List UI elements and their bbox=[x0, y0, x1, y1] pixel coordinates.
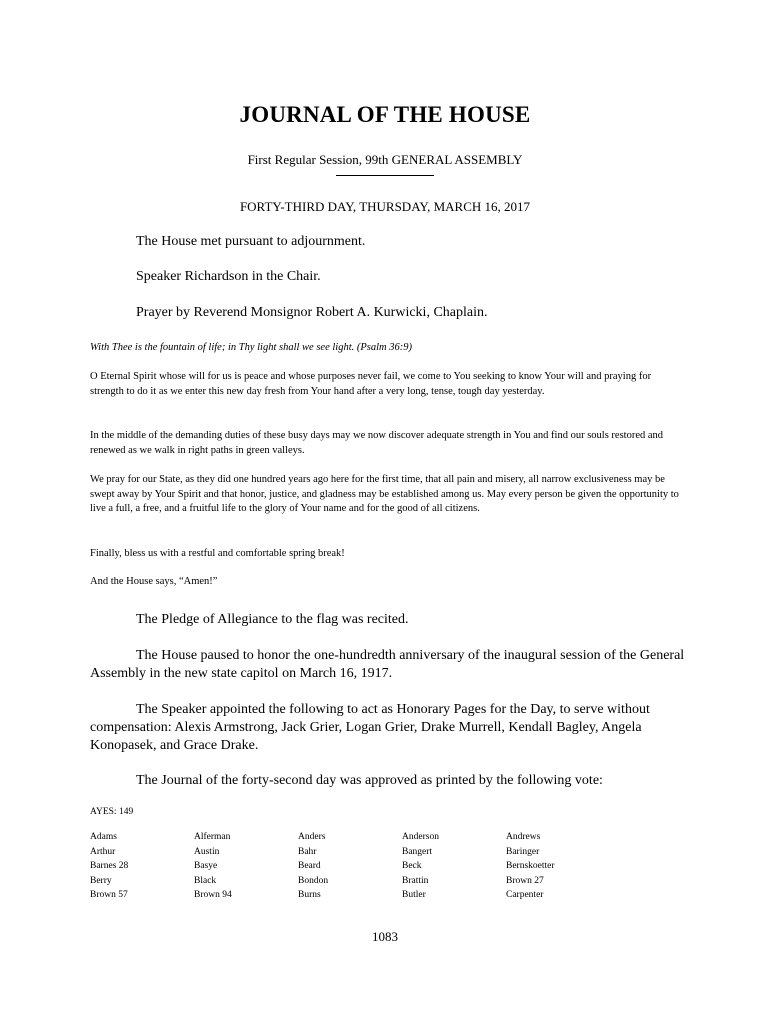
member-name: Arthur bbox=[90, 846, 116, 857]
member-name: Anderson bbox=[402, 832, 439, 842]
session-line: First Regular Session, 99th GENERAL ASSEMBLY bbox=[247, 152, 523, 167]
prayer-paragraph: We pray for our State, as they did one hundred years ago here for the first time, that all pain and misery, all narrow exclusiveness may be swept away by Your Spirit and that honor, justice, and gladness may be established among us. May every person be given the opportunity to live a full, a free, and a fruitful life to the glory of Your name and for the good of all citizens. bbox=[90, 474, 679, 514]
member-name: Brown 94 bbox=[194, 890, 232, 900]
member-name: Andrews bbox=[506, 832, 541, 842]
members-row bbox=[90, 874, 690, 889]
member-name: Bernskoetter bbox=[506, 861, 555, 871]
member-name: Carpenter bbox=[506, 890, 544, 900]
opening-prayer-by: Prayer by Reverend Monsignor Robert A. Kurwicki, Chaplain. bbox=[136, 305, 488, 320]
members-table bbox=[90, 830, 690, 903]
member-name: Austin bbox=[194, 846, 220, 857]
member-name: Beck bbox=[402, 861, 422, 871]
members-row bbox=[90, 888, 690, 903]
journal-title: JOURNAL OF THE HOUSE bbox=[239, 102, 531, 127]
prayer-paragraph: Finally, bless us with a restful and comfortable spring break! bbox=[90, 548, 345, 559]
member-name: Bangert bbox=[402, 846, 433, 857]
prayer-paragraph: In the middle of the demanding duties of these busy days may we now discover adequate strength in You and find our souls restored and renewed as we walk in right paths in green valleys. bbox=[90, 430, 664, 456]
member-name: Bahr bbox=[298, 846, 317, 857]
member-name: Brown 27 bbox=[506, 875, 544, 886]
member-name: Black bbox=[194, 875, 217, 886]
member-name: Baringer bbox=[506, 846, 540, 857]
journal-approval-paragraph: The Journal of the forty-second day was approved as printed by the following vote: bbox=[136, 773, 603, 788]
psalm-quote: With Thee is the fountain of life; in Thy light shall we see light. (Psalm 36:9) bbox=[90, 342, 412, 353]
members-row bbox=[90, 859, 690, 874]
honorary-pages-paragraph: The Speaker appointed the following to act as Honorary Pages for the Day, to serve without compensation: Alexis Armstrong, Jack Grier, Logan Grier, Drake Murrell, Kendall Bagley, Angela Konopasek, and Grace Drake. bbox=[90, 702, 650, 753]
opening-speaker: Speaker Richardson in the Chair. bbox=[136, 269, 321, 284]
day-line: FORTY-THIRD DAY, THURSDAY, MARCH 16, 2017 bbox=[239, 199, 531, 214]
page-number: 1083 bbox=[372, 929, 398, 944]
member-name: Brown 57 bbox=[90, 890, 128, 900]
members-row bbox=[90, 830, 690, 845]
pledge-paragraph: The Pledge of Allegiance to the flag was recited. bbox=[136, 612, 409, 627]
prayer-amen: And the House says, “Amen!” bbox=[90, 576, 218, 587]
member-name: Burns bbox=[298, 890, 321, 900]
member-name: Butler bbox=[402, 890, 426, 900]
anniversary-paragraph: The House paused to honor the one-hundredth anniversary of the inaugural session of the General Assembly in the new state capitol on March 16, 1917. bbox=[90, 648, 685, 681]
member-name: Berry bbox=[90, 875, 112, 886]
members-row bbox=[90, 845, 690, 860]
member-name: Alferman bbox=[194, 832, 231, 842]
title-divider bbox=[336, 175, 434, 176]
member-name: Bondon bbox=[298, 875, 329, 886]
opening-adjournment: The House met pursuant to adjournment. bbox=[136, 234, 366, 249]
member-name: Brattin bbox=[402, 875, 429, 886]
member-name: Barnes 28 bbox=[90, 861, 129, 871]
ayes-label: AYES: 149 bbox=[90, 807, 134, 817]
member-name: Anders bbox=[298, 832, 326, 842]
member-name: Basye bbox=[194, 861, 218, 871]
member-name: Adams bbox=[90, 832, 117, 842]
member-name: Beard bbox=[298, 861, 321, 871]
prayer-paragraph: O Eternal Spirit whose will for us is peace and whose purposes never fail, we come to You seeking to know Your will and praying for strength to do it as we enter this new day fresh from Your hand after a very long, tense, tough day yesterday. bbox=[90, 371, 652, 397]
